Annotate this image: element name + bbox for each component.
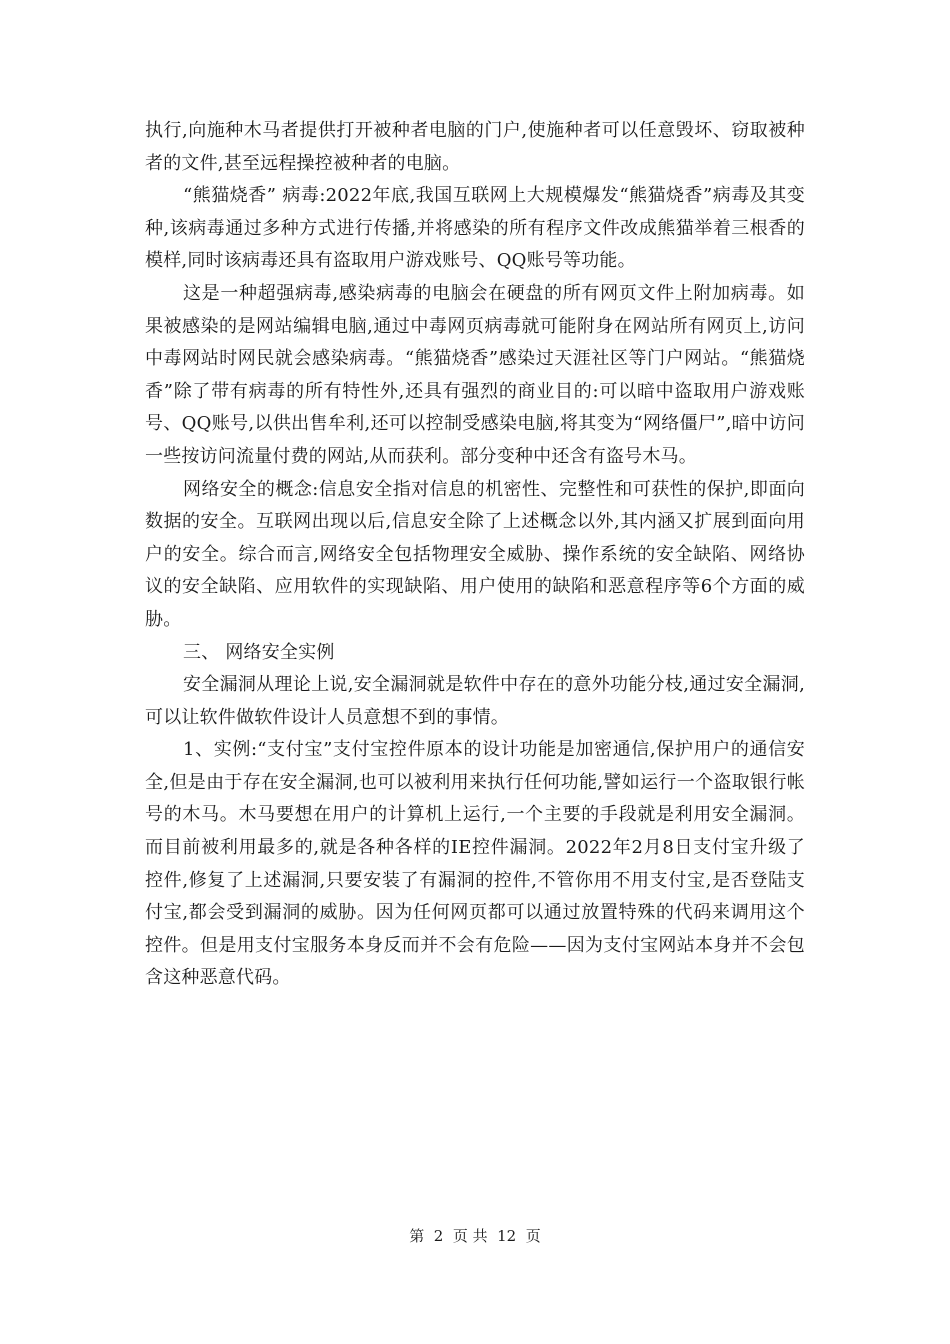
paragraph-panda-virus-details: 这是一种超强病毒,感染病毒的电脑会在硬盘的所有网页文件上附加病毒。如果被感染的是网站编辑电脑,通过中毒网页病毒就可能附身在网站所有网页上,访问中毒网站时网民就会感染病毒。“熊猫烧香”感染过天涯社区等门户网站。“熊猫烧香”除了带有病毒的所有特性外,还具有强烈的商业目的:可以暗中盗取用户游戏账号、QQ账号,以供出售牟利,还可以控制受感染电脑,将其变为“网络僵尸”,暗中访问一些按访问流量付费的网站,从而获利。部分变种中还含有盗号木马。 <box>145 282 805 467</box>
paragraph-alipay-example: 1、实例:“支付宝”支付宝控件原本的设计功能是加密通信,保护用户的通信安全,但是由于存在安全漏洞,也可以被利用来执行任何功能,譬如运行一个盗取银行帐号的木马。木马要想在用户的计算机上运行,一个主要的手段就是利用安全漏洞。而目前被利用最多的,就是各种各样的IE控件漏洞。2022年2月8日支付宝升级了控件,修复了上述漏洞,只要安装了有漏洞的控件,不管你用不用支付宝,是否登陆支付宝,都会受到漏洞的威胁。因为任何网页都可以通过放置特殊的代码来调用这个控件。但是用支付宝服务本身反而并不会有危险——因为支付宝网站本身并不会包含这种恶意代码。 <box>145 739 805 989</box>
paragraph-panda-virus-intro: “熊猫烧香” 病毒:2022年底,我国互联网上大规模爆发“熊猫烧香”病毒及其变种,该病毒通过多种方式进行传播,并将感染的所有程序文件改成熊猫举着三根香的模样,同时该病毒还具有盗取用户游戏账号、QQ账号等功能。 <box>145 185 805 272</box>
document-body <box>145 115 805 995</box>
section-heading-security-examples: 三、 网络安全实例 <box>183 641 335 663</box>
paragraph-network-security-concept: 网络安全的概念:信息安全指对信息的机密性、完整性和可获性的保护,即面向数据的安全。互联网出现以后,信息安全除了上述概念以外,其内涵又扩展到面向用户的安全。综合而言,网络安全包括物理安全威胁、操作系统的安全缺陷、网络协议的安全缺陷、应用软件的实现缺陷、用户使用的缺陷和恶意程序等6个方面的威胁。 <box>145 478 805 630</box>
paragraph-security-vulnerability: 安全漏洞从理论上说,安全漏洞就是软件中存在的意外功能分枝,通过安全漏洞,可以让软件做软件设计人员意想不到的事情。 <box>145 674 805 728</box>
page-number-footer: 第 2 页 共 12 页 <box>409 1227 541 1245</box>
paragraph-trojan-continued: 执行,向施种木马者提供打开被种者电脑的门户,使施种者可以任意毁坏、窃取被种者的文件,甚至远程操控被种者的电脑。 <box>145 120 805 174</box>
